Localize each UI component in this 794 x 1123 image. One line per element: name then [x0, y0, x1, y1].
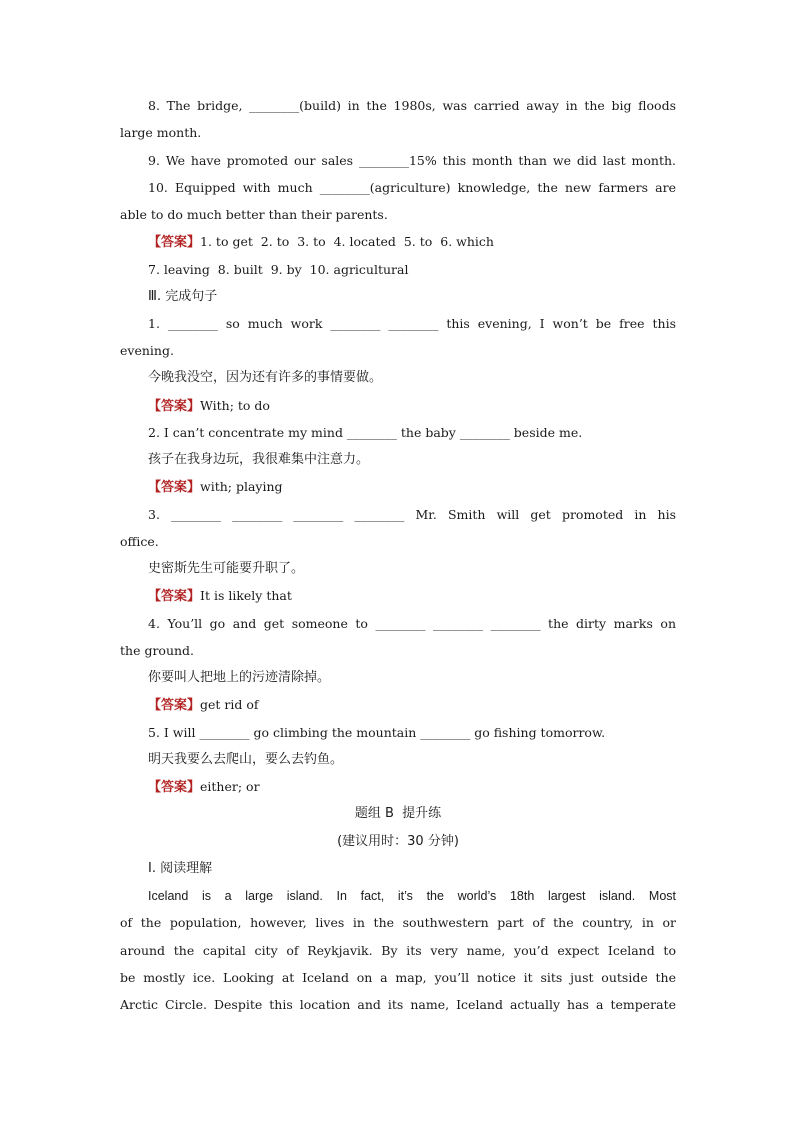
sentence-4-answer	[148, 697, 676, 713]
answer-text: 1. to get 2. to 3. to 4. located 5. to 6. which	[200, 234, 494, 249]
passage-line-3: around the capital city of Reykjavik. By its very name, you’d expect Iceland to	[120, 943, 676, 958]
group-b-heading: 题组 B 提升练	[354, 806, 442, 821]
sentence-4-line-2: the ground.	[120, 643, 195, 658]
sentence-2: 2. I can’t concentrate my mind ________ the baby ________ beside me.	[148, 425, 583, 440]
question-10-line-2: able to do much better than their parents.	[120, 207, 388, 222]
reading-section-heading: Ⅰ. 阅读理解	[148, 861, 213, 876]
answer-tag: 【答案】	[148, 235, 201, 250]
answer-tag: 【答案】	[148, 399, 201, 414]
answer-text: either; or	[200, 779, 260, 794]
question-8-line-2: large month.	[120, 125, 202, 140]
group-b-time: (建议用时：30 分钟)	[337, 834, 459, 849]
sentence-4-line-1: 4. You’ll go and get someone to ________ ________ ________ the dirty marks on	[148, 616, 676, 631]
passage-line-2: of the population, however, lives in the southwestern part of the country, in or	[120, 915, 676, 930]
answer-tag: 【答案】	[148, 780, 201, 795]
answer-tag: 【答案】	[148, 589, 201, 604]
answer-tag: 【答案】	[148, 698, 201, 713]
answer-text: It is likely that	[200, 588, 292, 603]
sentence-2-answer	[148, 479, 676, 495]
sentence-3-answer	[148, 588, 676, 604]
answer-part2-line-2: 7. leaving 8. built 9. by 10. agricultural	[148, 262, 409, 277]
question-8-line-1: 8. The bridge, ________(build) in the 1980s, was carried away in the big floods	[148, 98, 676, 113]
passage-line-4: be mostly ice. Looking at Iceland on a map, you’ll notice it sits just outside the	[120, 970, 676, 985]
sentence-1-line-1: 1. ________ so much work ________ ________ this evening, I won’t be free this	[148, 316, 676, 331]
answer-tag: 【答案】	[148, 480, 201, 495]
sentence-1-translation: 今晚我没空，因为还有许多的事情要做。	[148, 370, 383, 385]
passage-line-1: Iceland is a large island. In fact, it’s the world’s 18th largest island. Most	[148, 889, 676, 903]
answer-text: With; to do	[200, 398, 270, 413]
sentence-3-line-2: office.	[120, 534, 159, 549]
sentence-1-line-2: evening.	[120, 343, 174, 358]
question-10-line-1: 10. Equipped with much ________(agriculture) knowledge, the new farmers are	[148, 180, 676, 195]
answer-text: get rid of	[200, 697, 259, 712]
sentence-3-line-1: 3. ________ ________ ________ ________ Mr. Smith will get promoted in his	[148, 507, 676, 522]
sentence-5: 5. I will ________ go climbing the mountain ________ go fishing tomorrow.	[148, 725, 606, 740]
sentence-2-translation: 孩子在我身边玩，我很难集中注意力。	[148, 452, 370, 467]
section-3-heading: Ⅲ. 完成句子	[148, 289, 218, 304]
sentence-4-translation: 你要叫人把地上的污迹清除掉。	[148, 670, 331, 685]
sentence-1-answer	[148, 398, 676, 414]
sentence-5-translation: 明天我要么去爬山，要么去钓鱼。	[148, 752, 344, 767]
sentence-3-translation: 史密斯先生可能要升职了。	[148, 561, 305, 576]
passage-line-5: Arctic Circle. Despite this location and its name, Iceland actually has a temperate	[120, 997, 676, 1012]
sentence-5-answer	[148, 779, 676, 795]
answer-text: with; playing	[200, 479, 283, 494]
question-9: 9. We have promoted our sales ________15% this month than we did last month.	[148, 153, 676, 168]
answer-part2-line-1	[148, 234, 676, 250]
